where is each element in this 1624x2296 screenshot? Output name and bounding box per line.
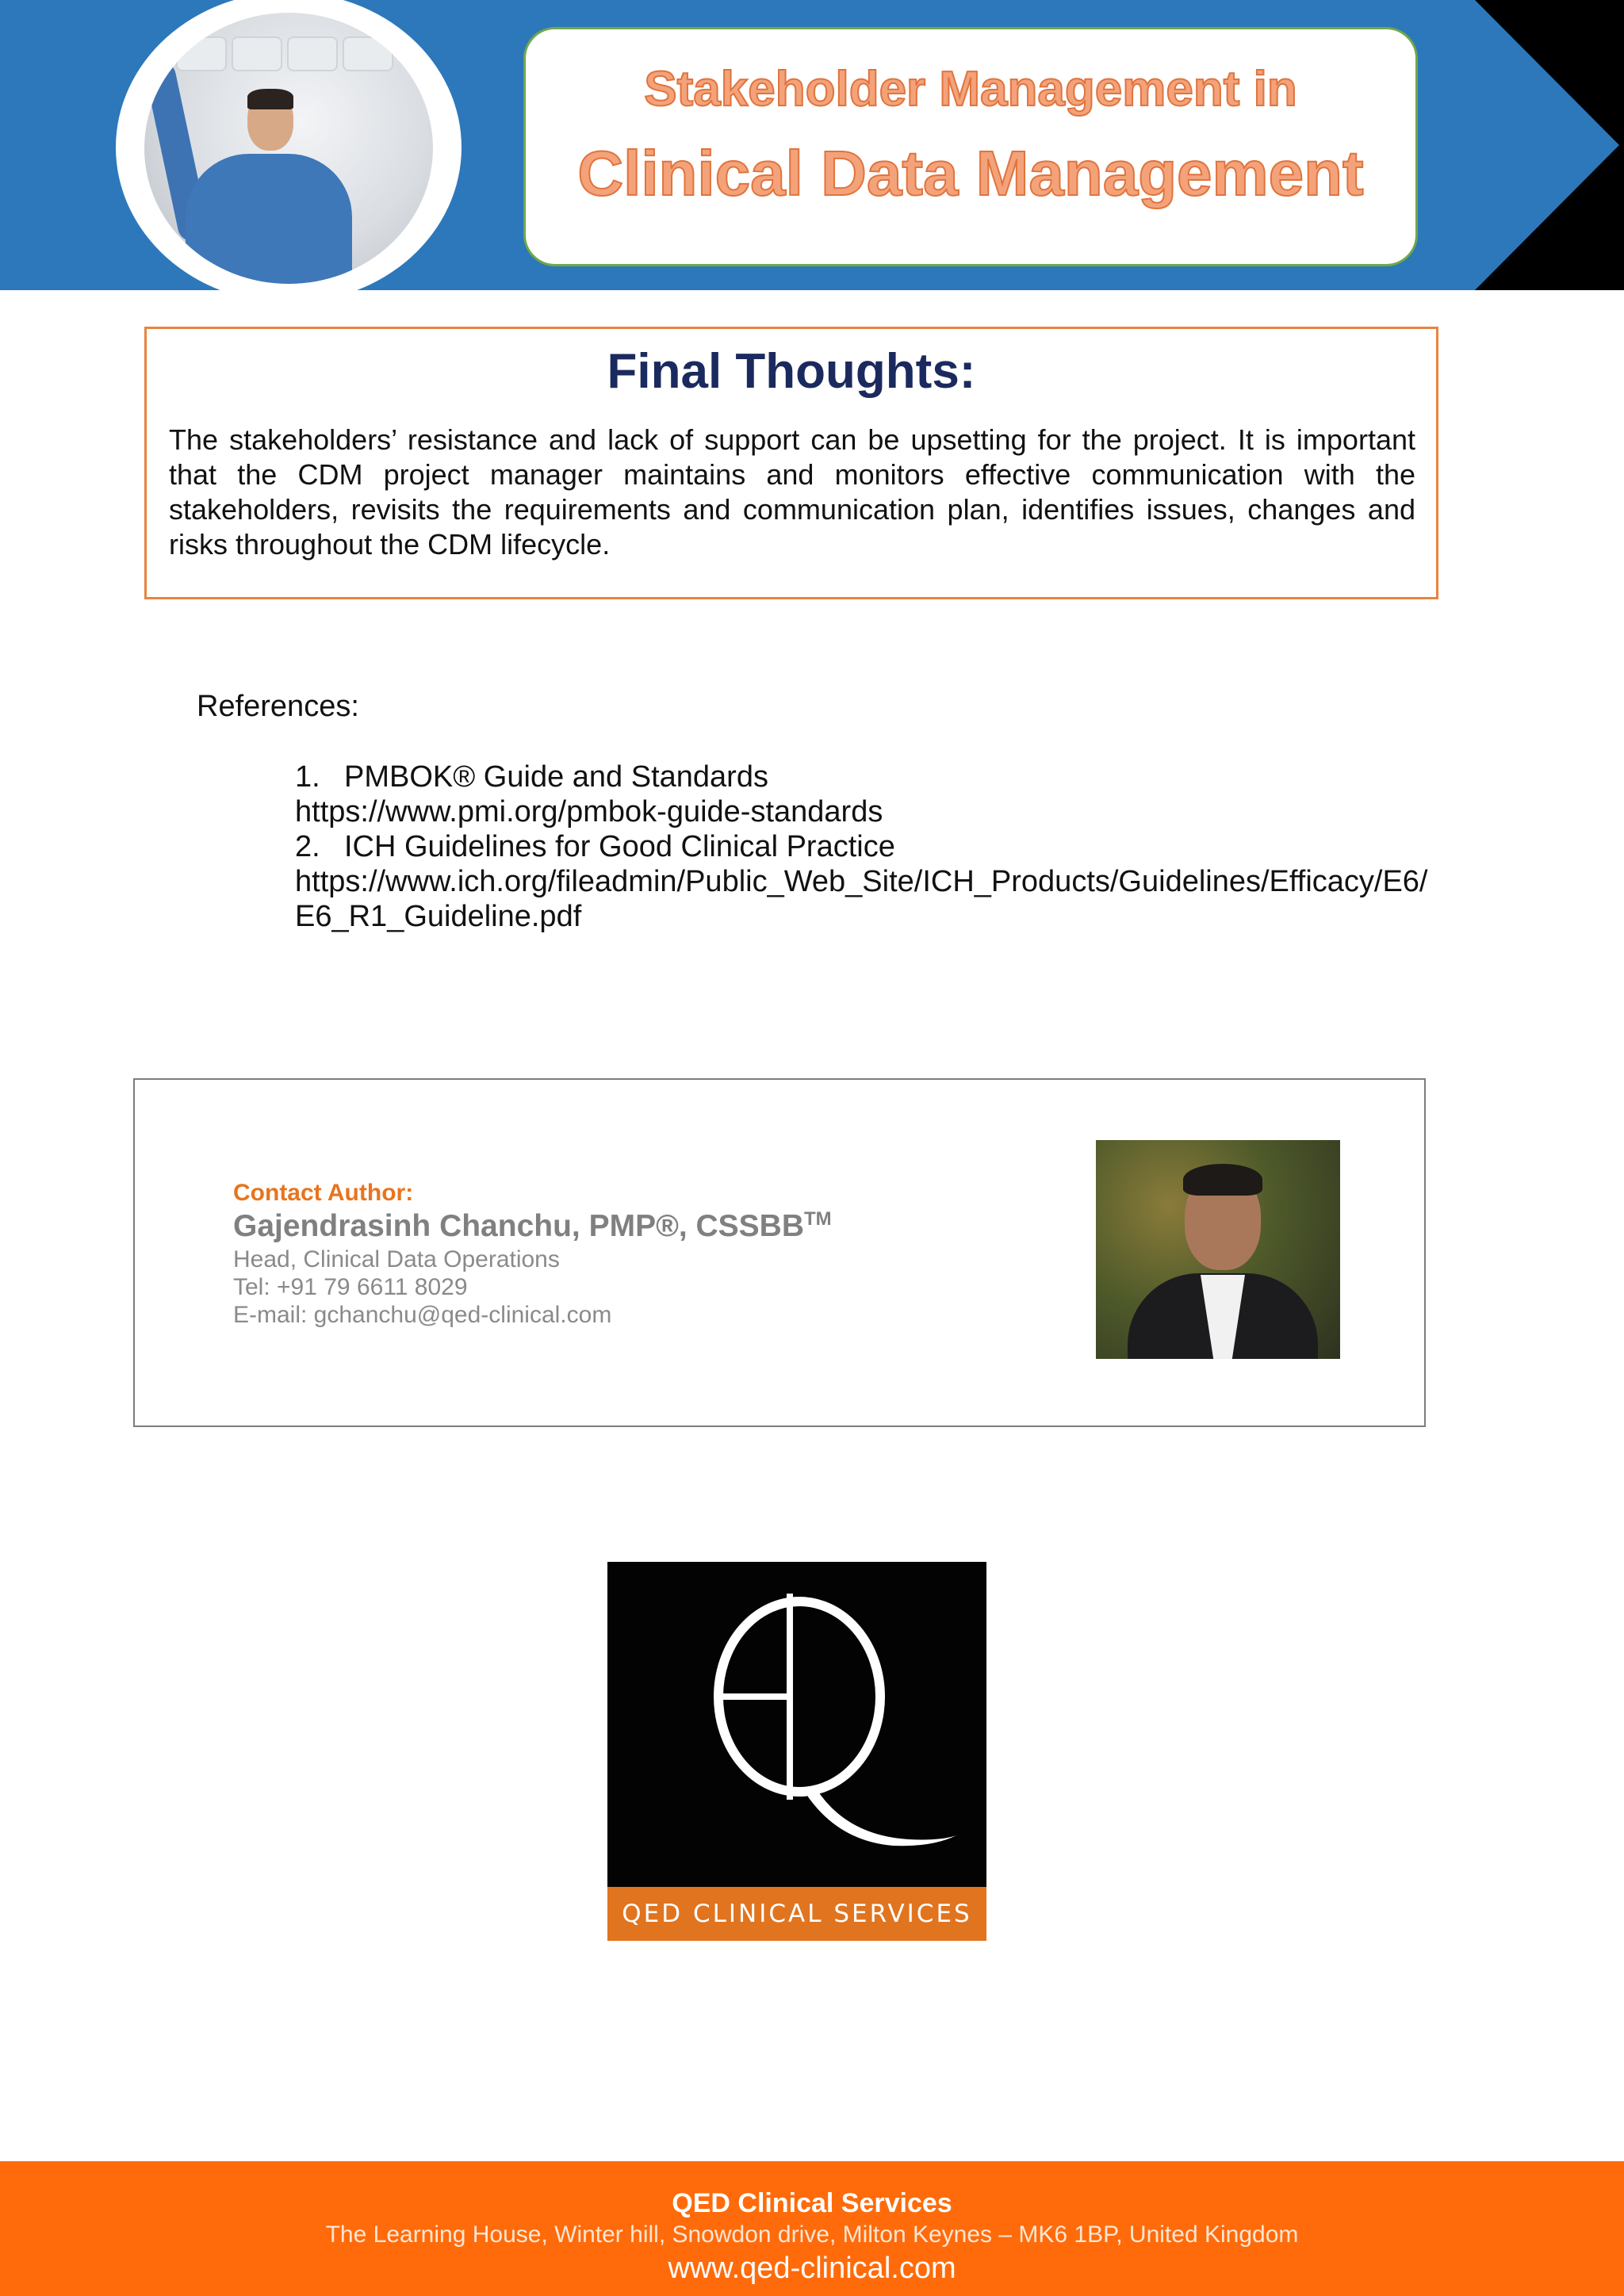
reference-item xyxy=(295,760,1437,794)
title-line-2: Clinical Data Management xyxy=(577,138,1364,209)
footer-company: QED Clinical Services xyxy=(672,2188,952,2218)
author-name-text: Gajendrasinh Chanchu, PMP®, CSSBB xyxy=(233,1209,805,1243)
header-photo-businessman xyxy=(144,13,433,284)
contact-label: Contact Author: xyxy=(233,1180,414,1206)
author-photo xyxy=(1096,1140,1340,1359)
reference-title: PMBOK® Guide and Standards xyxy=(344,760,768,794)
final-thoughts-body: The stakeholders’ resistance and lack of support can be upsetting for the project. It is important that the CDM project manager maintains and monitors effective communication with the stakeholders, revisits the requirements and communication plan, identifies issues, changes and risks throughout the CDM lifecycle. xyxy=(169,423,1415,561)
references-list xyxy=(295,760,1437,934)
reference-title: ICH Guidelines for Good Clinical Practice xyxy=(344,830,895,863)
footer-website-link[interactable]: www.qed-clinical.com xyxy=(668,2252,956,2285)
reference-url[interactable]: https://www.ich.org/fileadmin/Public_Web_Site/ICH_Products/Guidelines/Efficacy/E6/E6_R1_Guideline.pdf xyxy=(295,865,1428,933)
header-banner xyxy=(0,0,1624,290)
author-role: Head, Clinical Data Operations xyxy=(233,1246,560,1272)
qed-logo xyxy=(607,1562,986,1941)
reference-url[interactable]: https://www.pmi.org/pmbok-guide-standards xyxy=(295,795,883,828)
author-name xyxy=(233,1208,832,1244)
title-box xyxy=(523,27,1418,266)
final-thoughts-box xyxy=(144,327,1438,599)
author-email[interactable]: E-mail: gchanchu@qed-clinical.com xyxy=(233,1302,612,1328)
contact-author-box xyxy=(133,1078,1426,1427)
reference-number: 1. xyxy=(295,760,320,794)
footer-address: The Learning House, Winter hill, Snowdon drive, Milton Keynes – MK6 1BP, United Kingdom xyxy=(325,2221,1299,2248)
reference-number: 2. xyxy=(295,830,320,863)
footer xyxy=(0,2161,1624,2296)
author-phone: Tel: +91 79 6611 8029 xyxy=(233,1274,468,1300)
author-name-trademark: TM xyxy=(804,1208,832,1230)
qed-monogram-icon xyxy=(607,1562,986,1887)
qed-logo-text: QED CLINICAL SERVICES xyxy=(607,1887,986,1941)
title-line-1: Stakeholder Management in xyxy=(644,62,1297,117)
reference-item xyxy=(295,829,1437,864)
final-thoughts-heading: Final Thoughts: xyxy=(607,344,976,399)
references-heading: References: xyxy=(197,690,359,723)
